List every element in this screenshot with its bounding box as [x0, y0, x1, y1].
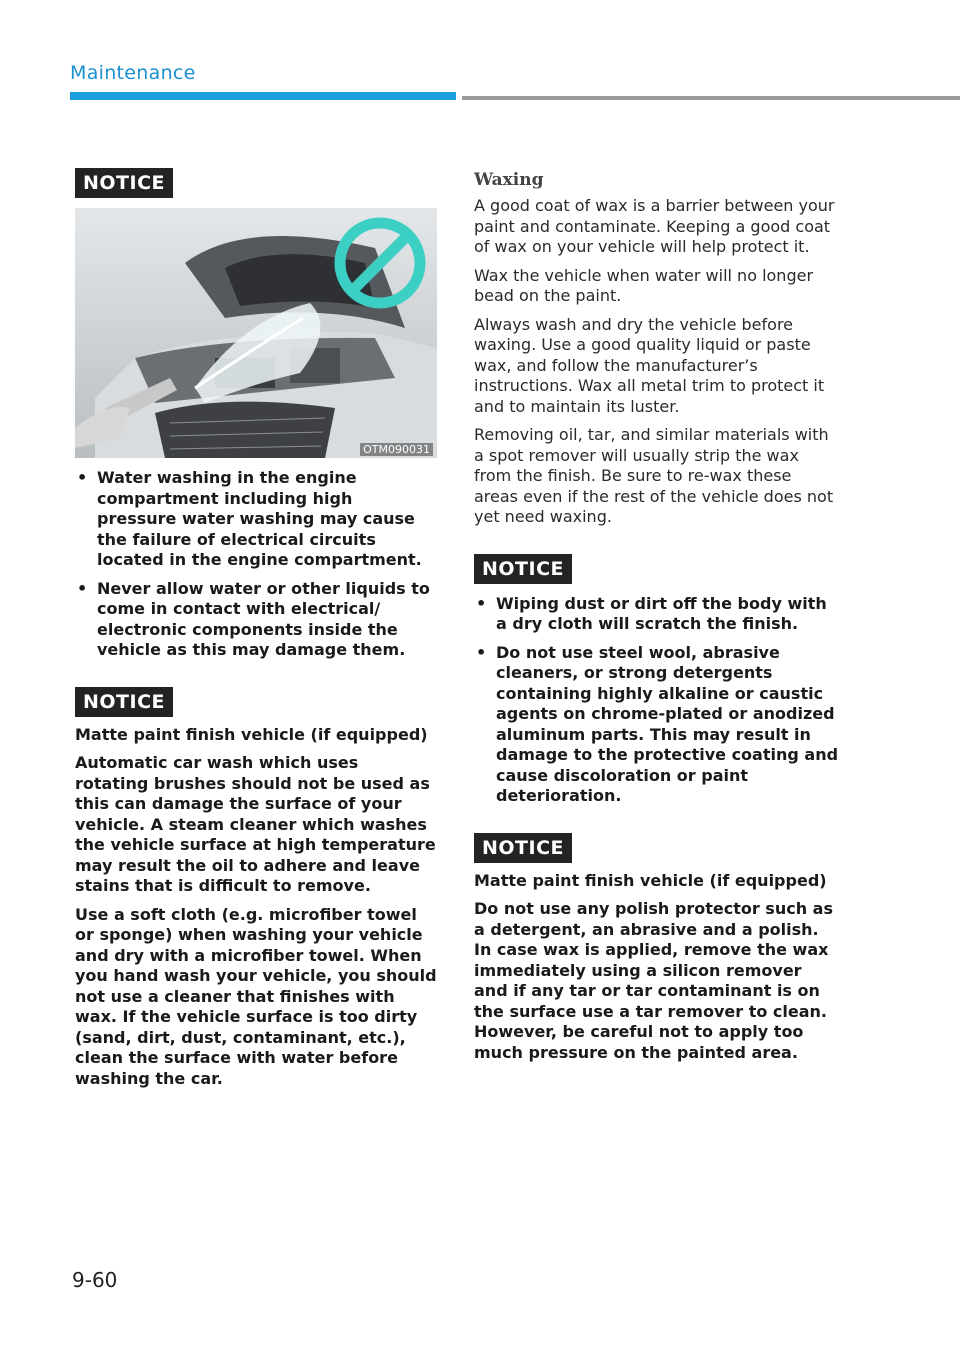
page-number: 9-60	[72, 1268, 118, 1292]
notice-bullets	[75, 468, 437, 661]
engine-bay-image	[75, 208, 437, 458]
notice-finish-care	[474, 554, 840, 807]
notice-paragraph: Do not use any polish protector such as a detergent, an abrasive and a polish. In case wax is applied, remove the wax immediately using a silicon remover and if any tar or tar contaminant is on the surface use a tar remover to clean. However, be careful not to apply too much pressure on the painted area.	[474, 899, 833, 1062]
section-title: Maintenance	[70, 62, 196, 84]
list-item: • Never allow water or other liquids to come in contact with electrical/ electronic components inside the vehicle as this may damage them.	[77, 578, 430, 659]
header-rule-gray	[462, 96, 960, 100]
header-rule-blue	[70, 92, 456, 100]
notice-tag: NOTICE	[474, 554, 572, 584]
list-item: • Do not use steel wool, abrasive cleaners, or strong detergents containing highly alkaline or caustic agents on chrome-plated or anodized aluminum parts. This may result in damage to the protective coating and cause discoloration or paint deterioration.	[476, 642, 839, 805]
waxing-section	[474, 170, 840, 528]
engine-wash-illustration	[75, 208, 437, 458]
notice-tag: NOTICE	[75, 687, 173, 717]
waxing-paragraph: Always wash and dry the vehicle before waxing. Use a good quality liquid or paste wax, and follow the manufacturer’s instructions. Wax all metal trim to protect it and to maintain its luster.	[474, 314, 825, 416]
notice-engine-water	[75, 168, 437, 661]
notice-title: Matte paint finish vehicle (if equipped)	[474, 870, 827, 890]
notice-paragraph: Use a soft cloth (e.g. microfiber towel or sponge) when washing your vehicle and dry with a microfiber towel. When you hand wash your vehicle, you should not use a cleaner that finishes with wax. If the vehicle surface is too dirty (sand, dirt, dust, contaminant, etc.), clean the surface with water before washing the car.	[75, 904, 437, 1088]
notice-tag: NOTICE	[75, 168, 173, 198]
notice-bullets	[474, 594, 840, 807]
right-column	[474, 168, 840, 1071]
notice-tag: NOTICE	[474, 833, 572, 863]
waxing-paragraph: Wax the vehicle when water will no longer bead on the paint.	[474, 265, 814, 305]
notice-title: Matte paint finish vehicle (if equipped)	[75, 724, 428, 744]
notice-matte-polish	[474, 833, 840, 1064]
notice-matte-wash	[75, 687, 437, 1090]
list-item: • Water washing in the engine compartment including high pressure water washing may cause the failure of electrical circuits located in the engine compartment.	[77, 468, 422, 569]
left-column	[75, 168, 437, 1097]
figure-code: OTM090031	[360, 443, 433, 456]
waxing-heading: Waxing	[474, 170, 544, 190]
waxing-paragraph: A good coat of wax is a barrier between your paint and contaminate. Keeping a good coat of wax on your vehicle will help protect it.	[474, 196, 835, 256]
notice-paragraph: Automatic car wash which uses rotating brushes should not be used as this can damage the surface of your vehicle. A steam cleaner which washes the vehicle surface at high temperature may result the oil to adhere and leave stains that is difficult to remove.	[75, 753, 436, 895]
waxing-paragraph: Removing oil, tar, and similar materials with a spot remover will usually strip the wax from the finish. Be sure to re-wax these areas even if the rest of the vehicle does not yet need waxing.	[474, 425, 834, 526]
list-item: • Wiping dust or dirt off the body with a dry cloth will scratch the finish.	[476, 593, 827, 633]
